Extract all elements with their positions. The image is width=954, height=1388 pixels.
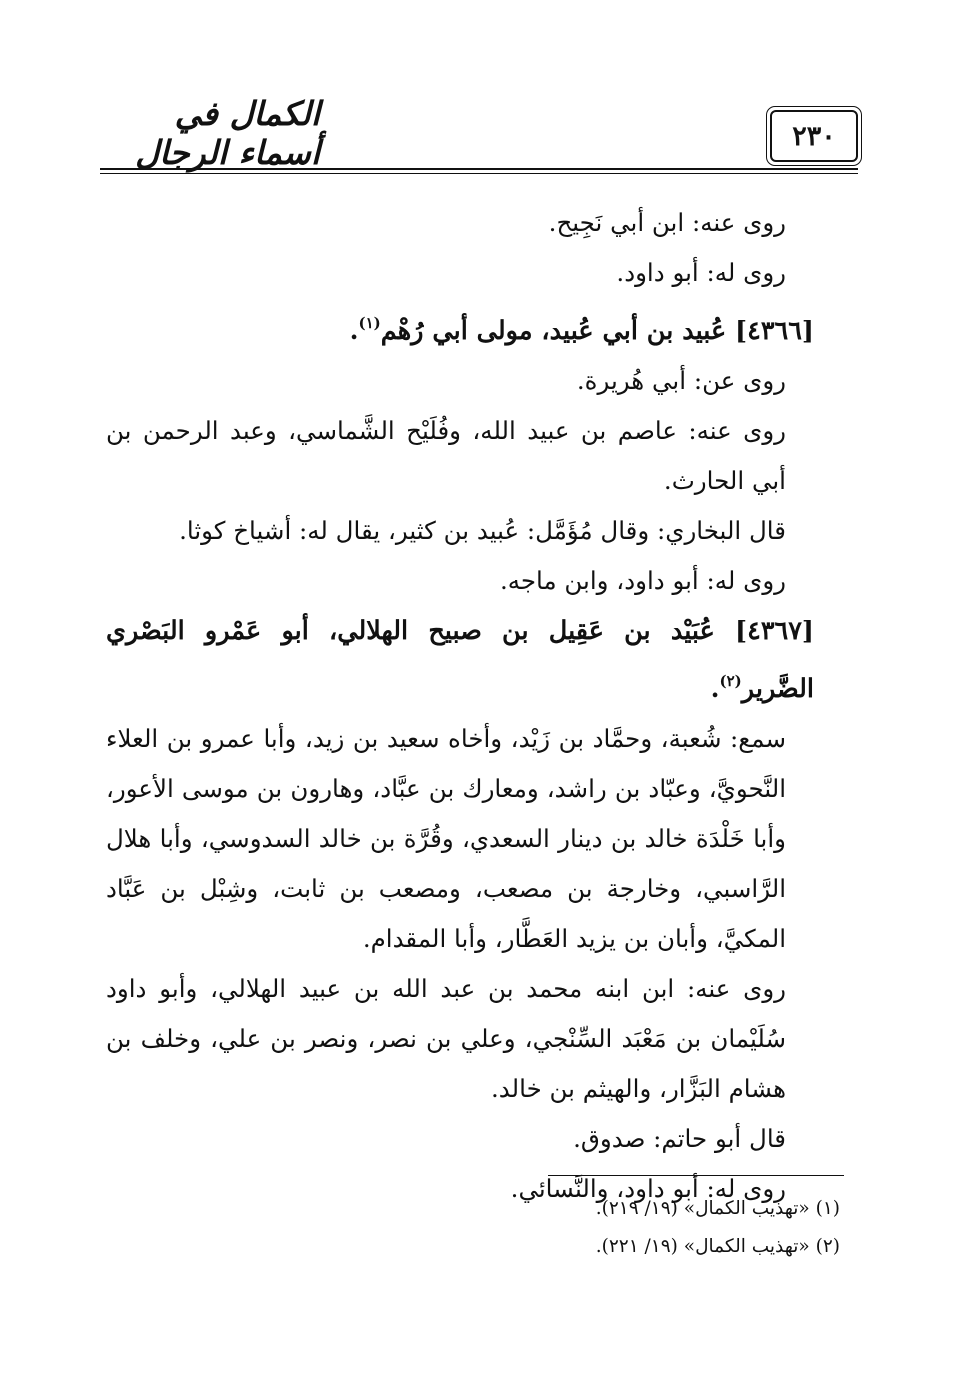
text-line: روى له: أبو داود، وابن ماجه. xyxy=(499,566,786,595)
text-line: قال البخاري: وقال مُؤَمَّل: عُبيد بن كثير، يقال له: أشياخ كوثا. xyxy=(179,516,786,545)
footnote-separator xyxy=(548,1175,844,1176)
footnote: (٢) «تهذيب الكمال» (١٩/ ٢٢١). xyxy=(595,1236,840,1257)
footnote-ref: (١) xyxy=(358,314,381,332)
page-header xyxy=(100,96,858,182)
text-paragraph: سمع: شُعبة، وحمَّاد بن زَيْد، وأخاه سعيد بن زيد، وأبا عمرو بن العلاء النَّحويَّ، وعبّاد بن راشد، ومعارك بن عبَّاد، وهارون بن موسى الأعور، وأبا خَلْدَة خالد بن دينار السعدي، وقُرَّة بن خالد السدوسي، وأبا هلال الرَّاسبي، وخارجة بن مصعب، ومصعب بن ثابت، وشِبْل بن عَبَّاد المكيَّ، وأبان بن يزيد العَطَّار، وأبا المقدام. xyxy=(106,724,786,953)
text-line: روى له: أبو داود، والنَّسائي. xyxy=(510,1174,786,1203)
footnote-ref: (٢) xyxy=(719,672,742,690)
main-text xyxy=(106,198,814,1214)
footnotes xyxy=(300,1190,840,1266)
footnote: (١) «تهذيب الكمال» (١٩/ ٢١٩). xyxy=(595,1198,840,1219)
text-line: روى عنه: ابن أبي نَجِيح. xyxy=(548,208,786,237)
entry-heading: [٤٣٦٦] عُبيد بن أبي عُبيد، مولى أبي رُهْم$^{(١)}$. xyxy=(349,314,814,346)
entry-heading: [٤٣٦٧] عُبَيْد بن عَقِيل بن صبيح الهلالي، أبو عَمْرو البَصْري الضَّرير$^{(٢)}$. xyxy=(106,616,814,704)
text-paragraph: روى عنه: ابن ابنه محمد بن عبد الله بن عبيد الهلالي، وأبو داود سُلَيْمان بن مَعْبَد السِّنْجي، وعلي بن نصر، ونصر بن علي، وخلف بن هشام البَزَّار، والهيثم بن خالد. xyxy=(106,974,786,1103)
text-line: روى عنه: عاصم بن عبيد الله، وفُلَيْح الشَّماسي، وعبد الرحمن بن أبي الحارث. xyxy=(106,416,786,495)
text-line: قال أبو حاتم: صدوق. xyxy=(573,1124,786,1153)
header-rule xyxy=(100,168,858,170)
running-title: الكمال في أسماء الرجال xyxy=(135,94,320,172)
text-line: روى له: أبو داود. xyxy=(616,258,786,287)
text-line: روى عن: أبي هُريرة. xyxy=(576,366,786,395)
page-number: ٢٣٠ xyxy=(770,110,858,162)
header-rule-thin xyxy=(100,173,858,174)
